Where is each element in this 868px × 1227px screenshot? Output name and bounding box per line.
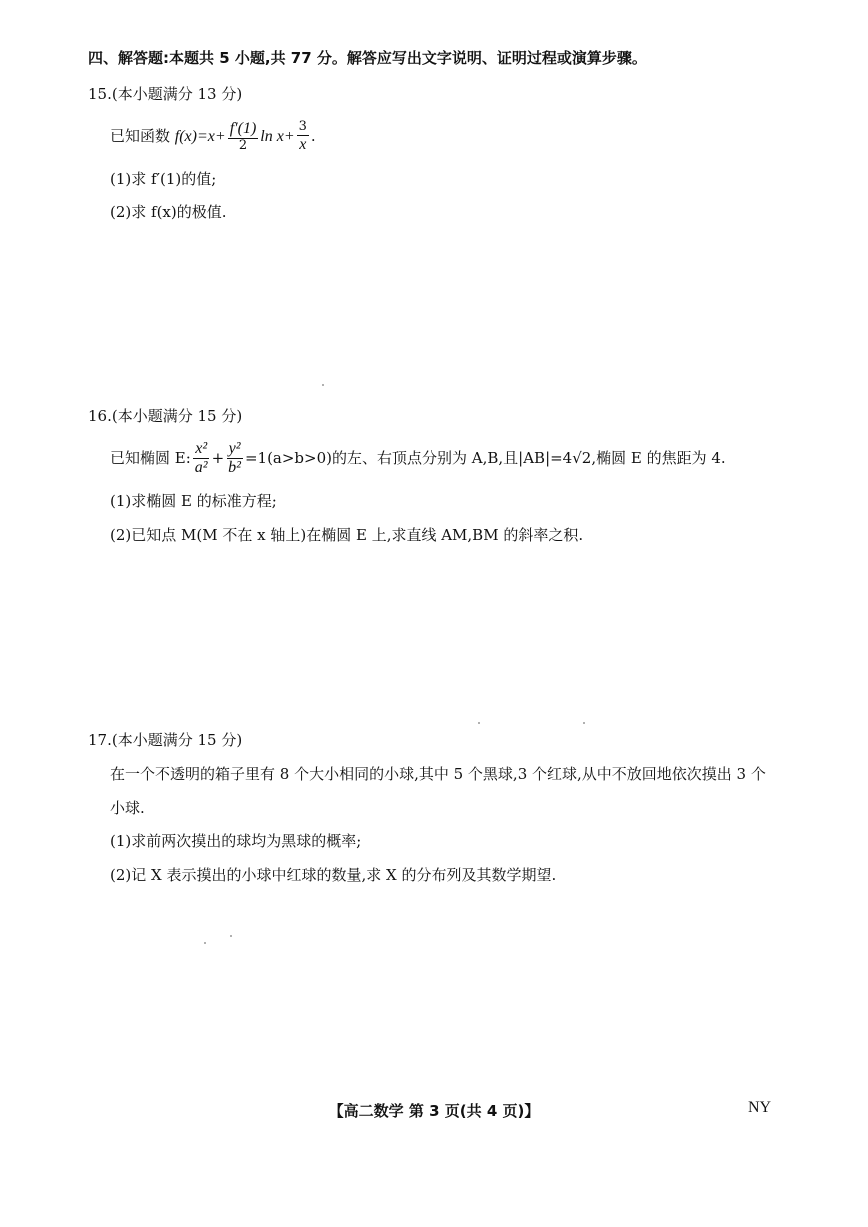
q15-frac1-num: f′(1) bbox=[228, 120, 259, 139]
scan-speck bbox=[478, 722, 480, 724]
q17-part1: (1)求前两次摸出的球均为黑球的概率; bbox=[110, 832, 362, 850]
scan-speck bbox=[204, 942, 206, 944]
q16-stem bbox=[110, 440, 726, 478]
q16-header: 16.(本小题满分 15 分) bbox=[88, 407, 243, 425]
scan-speck bbox=[583, 722, 585, 724]
q15-part1: (1)求 f′(1)的值; bbox=[110, 170, 217, 188]
q16-stem-rest: =1(a>b>0)的左、右顶点分别为 A,B,且|AB|=4√2,椭圆 E 的焦距为 4. bbox=[244, 448, 726, 467]
q16-part1: (1)求椭圆 E 的标准方程; bbox=[110, 492, 277, 510]
q15-func: f(x)=x+ bbox=[174, 128, 226, 146]
q17-header: 17.(本小题满分 15 分) bbox=[88, 731, 243, 749]
q16-fraction-x bbox=[193, 440, 210, 478]
q16-plus: + bbox=[211, 448, 225, 467]
q16-part2: (2)已知点 M(M 不在 x 轴上)在椭圆 E 上,求直线 AM,BM 的斜率之积. bbox=[110, 526, 584, 544]
q16-fy-num: y² bbox=[227, 440, 243, 459]
q15-frac2-den: x bbox=[299, 135, 307, 153]
q15-header: 15.(本小题满分 13 分) bbox=[88, 85, 243, 103]
q15-stem-prefix: 已知函数 bbox=[110, 127, 175, 146]
q15-fraction-2 bbox=[297, 120, 309, 154]
q15-fraction-1 bbox=[228, 120, 259, 154]
q16-fx-den: a² bbox=[194, 459, 208, 477]
q16-stem-prefix: 已知椭圆 E: bbox=[110, 448, 191, 467]
q15-ln: ln x+ bbox=[260, 128, 295, 146]
section-title: 四、解答题:本题共 5 小题,共 77 分。解答应写出文字说明、证明过程或演算步骤。 bbox=[88, 49, 647, 67]
q15-frac2-num: 3 bbox=[298, 119, 307, 134]
q17-stem-line2: 小球. bbox=[110, 799, 145, 817]
footer-code: NY bbox=[748, 1099, 772, 1116]
q15-stem bbox=[110, 120, 316, 154]
q15-frac1-den: 2 bbox=[238, 138, 248, 154]
q15-stem-end: . bbox=[310, 127, 316, 146]
q16-fraction-y bbox=[226, 440, 243, 478]
page-footer: 【高二数学 第 3 页(共 4 页)】 bbox=[328, 1102, 540, 1120]
scan-speck bbox=[322, 384, 324, 386]
q17-part2: (2)记 X 表示摸出的小球中红球的数量,求 X 的分布列及其数学期望. bbox=[110, 866, 557, 884]
q15-part2: (2)求 f(x)的极值. bbox=[110, 203, 227, 221]
q17-stem-line1: 在一个不透明的箱子里有 8 个大小相同的小球,其中 5 个黑球,3 个红球,从中不放回地依次摸出 3 个 bbox=[110, 765, 766, 783]
scan-speck bbox=[230, 935, 232, 937]
q16-fy-den: b² bbox=[228, 459, 241, 477]
q16-fx-num: x² bbox=[193, 440, 209, 459]
